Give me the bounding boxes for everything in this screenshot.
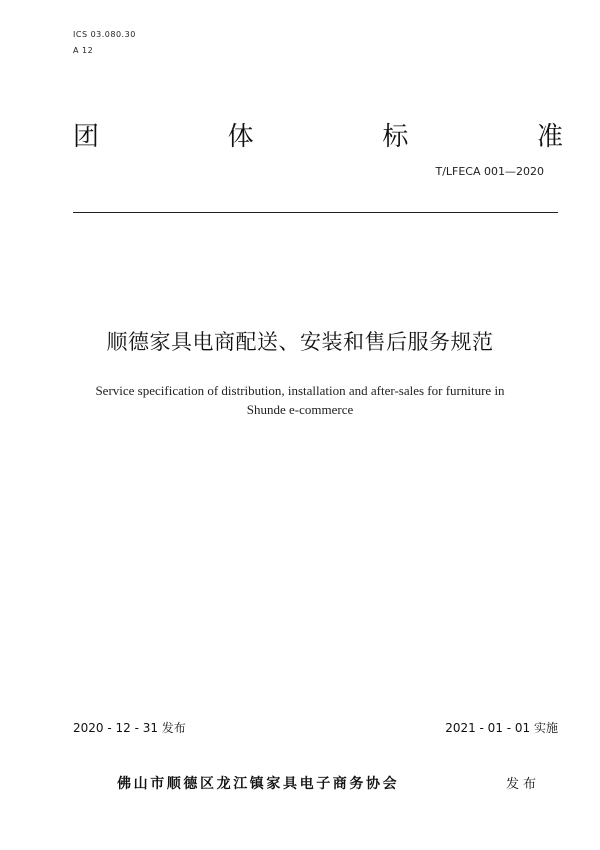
issuing-organization: 佛山市顺德区龙江镇家具电子商务协会 [117,776,400,792]
implement-date: 2021 - 01 - 01 实施 [445,721,558,735]
publish-date: 2020 - 12 - 31 发布 [73,721,186,735]
english-title-line-1: Service specification of distribution, installation and after-sales for furniture in [95,383,505,398]
ics-code: ICS 03.080.30 [73,30,136,39]
issue-label: 发布 [506,777,541,792]
ccs-code: A 12 [73,46,94,55]
header-divider [73,212,558,213]
standard-type-char: 团 [73,122,100,152]
standard-type-char: 体 [227,122,254,152]
document-title-english [0,381,600,419]
english-title-line-2: Shunde e-commerce [246,402,354,417]
standard-type-char: 准 [536,122,563,152]
standard-type-heading [73,116,563,153]
document-title-chinese: 顺德家具电商配送、安装和售后服务规范 [106,330,494,354]
standard-number: T/LFECA 001—2020 [435,165,544,178]
standard-type-char: 标 [382,122,409,152]
